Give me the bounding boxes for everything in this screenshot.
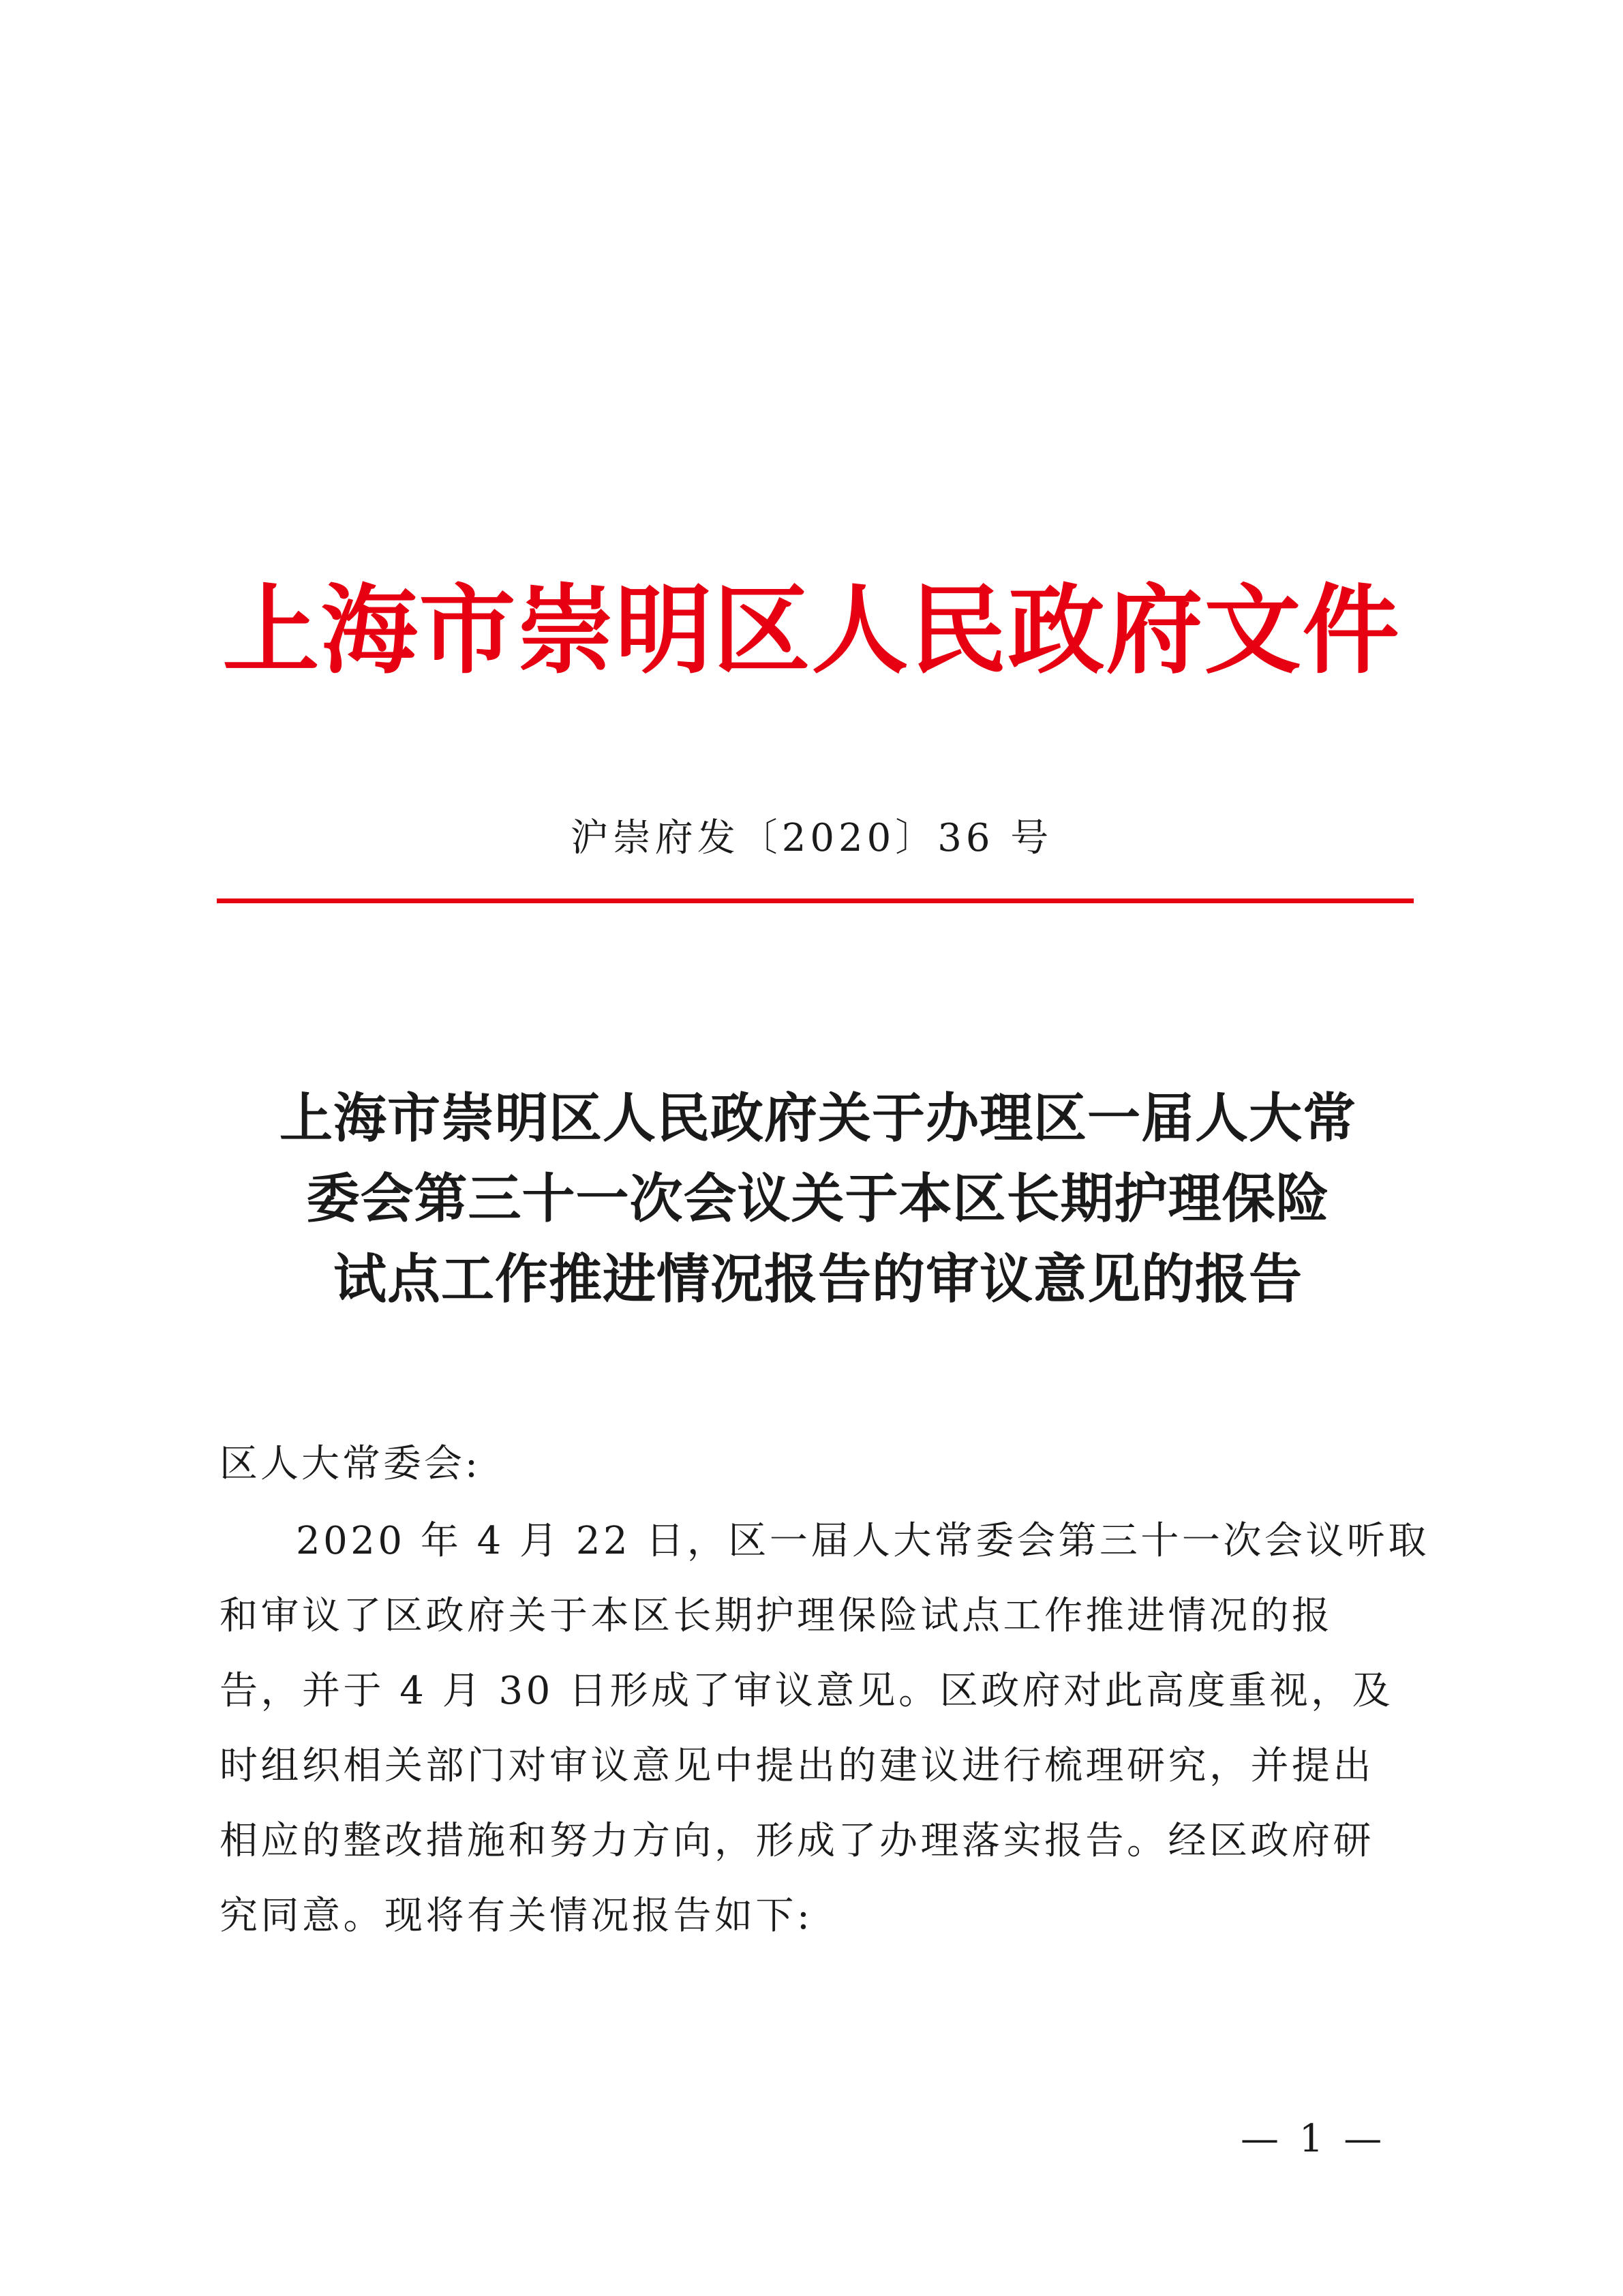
title-line-2: 委会第三十一次会议关于本区长期护理保险 [306,1168,1330,1230]
red-divider-line [217,898,1414,903]
body-line-4: 时组织相关部门对审议意见中提出的建议进行梳理研究，并提出 [219,1744,1374,1788]
body-paragraph [219,1504,1429,1954]
body-line-2: 和审议了区政府关于本区长期护理保险试点工作推进情况的报 [219,1594,1333,1638]
body-line-3: 告，并于 4 月 30 日形成了审议意见。区政府对此高度重视，及 [219,1669,1394,1713]
page-number: — 1 — [1241,2117,1386,2161]
salutation: 区人大常委会: [219,1442,481,1486]
body-line-6: 究同意。现将有关情况报告如下: [219,1894,813,1938]
document-title [204,1078,1431,1320]
body-line-5: 相应的整改措施和努力方向，形成了办理落实报告。经区政府研 [219,1819,1374,1863]
document-number: 沪崇府发〔2020〕36 号 [570,816,1053,860]
title-line-1: 上海市崇明区人民政府关于办理区一届人大常 [279,1087,1356,1149]
issuer-header: 上海市崇明区人民政府文件 [222,574,1401,687]
body-line-1: 2020 年 4 月 22 日，区一届人大常委会第三十一次会议听取 [296,1519,1429,1563]
title-line-3: 试点工作推进情况报告的审议意见的报告 [333,1248,1303,1310]
